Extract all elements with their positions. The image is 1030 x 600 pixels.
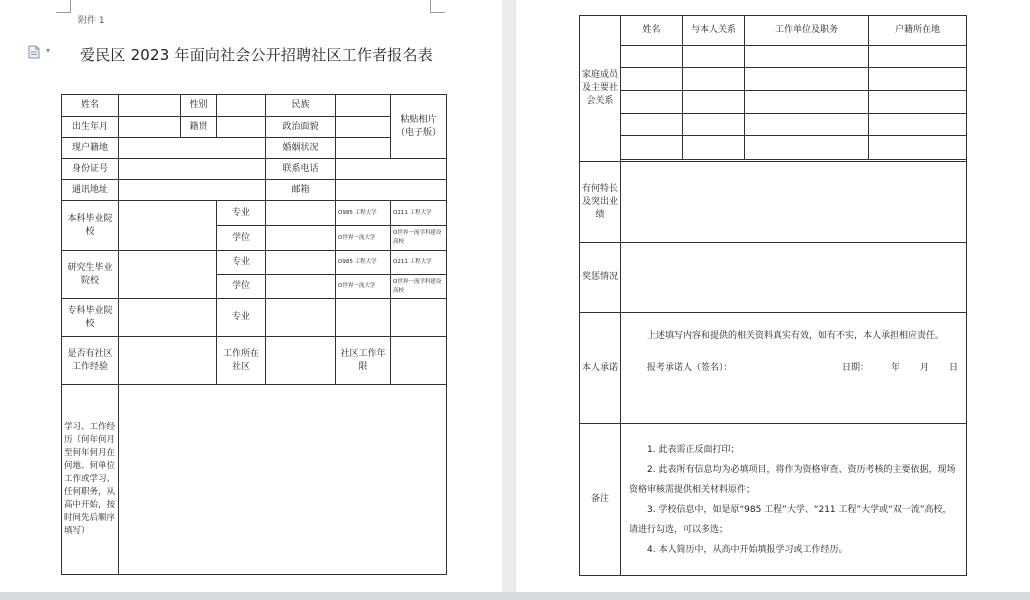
checkbox-211[interactable]: O211 工程大学 [391,251,447,275]
label-major: 专业 [217,251,266,275]
family-cell[interactable] [621,68,683,91]
label-community-located: 工作所在社区 [217,337,266,385]
label-notes: 备注 [580,424,621,576]
label-birth: 出生年月 [62,117,119,138]
family-cell[interactable] [869,136,967,160]
family-cell[interactable] [683,91,745,114]
label-political: 政治面貌 [266,117,336,138]
label-community-exp: 是否有社区工作经验 [62,337,119,385]
note-item: 1. 此表需正反面打印； [647,444,740,455]
family-cell[interactable] [683,114,745,136]
note-item: 3. 学校信息中，如是原“985 工程”大学、“211 工程”大学或“双一流”高校，请进行勾选，可以多选； [629,504,952,535]
label-grad-school: 研究生毕业院校 [62,251,119,299]
label-study-work-history: 学习、工作经历（何年何月至何年何月在何地、何单位工作或学习、任何职务，从高中开始，按时间先后顺序填写） [62,385,119,575]
checkbox-world-class[interactable]: O世界一流大学 [336,275,391,299]
label-id-number: 身份证号 [62,159,119,180]
field-name[interactable] [119,95,181,117]
promise-section [621,313,967,424]
field-grad-school[interactable] [119,251,217,299]
document-page-2 [516,0,1030,592]
label-family: 家庭成员及主要社会关系 [580,16,621,162]
label-college-school: 专科毕业院校 [62,299,119,337]
field-community-located[interactable] [266,337,336,385]
field-community-years[interactable] [391,337,447,385]
date-day-field[interactable] [929,359,949,377]
family-header-relation: 与本人关系 [683,16,745,46]
application-form-table [61,94,447,575]
notes-section [621,424,967,576]
checkbox-211[interactable]: O211 工程大学 [391,201,447,226]
family-cell[interactable] [869,91,967,114]
field-id-number[interactable] [119,159,266,180]
label-marital: 婚姻状况 [266,138,336,159]
field-native-place[interactable] [217,117,266,138]
field-college-extra[interactable] [336,299,391,337]
label-degree: 学位 [217,226,266,251]
family-cell[interactable] [621,114,683,136]
checkbox-world-class-discipline[interactable]: O世界一流学科建设高校 [391,275,447,299]
date-label: 日期： [841,363,869,373]
field-grad-major[interactable] [266,251,336,275]
label-email: 邮箱 [266,180,336,201]
family-cell[interactable] [869,46,967,68]
field-household[interactable] [119,138,266,159]
family-cell[interactable] [621,91,683,114]
family-cell[interactable] [869,114,967,136]
label-household: 现户籍地 [62,138,119,159]
field-undergrad-school[interactable] [119,201,217,251]
family-cell[interactable] [869,68,967,91]
page-margin-marker [430,0,445,13]
label-strengths: 有何特长及突出业绩 [580,162,621,243]
note-item: 2. 此表所有信息均为必填项目，将作为资格审查、资历考核的主要依据，现场资格审核需提供相关材料原件； [629,464,956,495]
family-cell[interactable] [683,68,745,91]
date-month-field[interactable] [900,359,920,377]
document-icon[interactable] [28,45,40,59]
photo-cell[interactable]: 粘贴相片（电子版） [391,95,447,159]
date-year-label: 年 [890,363,900,373]
label-gender: 性别 [181,95,217,117]
family-cell[interactable] [621,136,683,160]
label-major: 专业 [217,201,266,226]
family-cell[interactable] [745,91,869,114]
note-item: 4. 本人简历中，从高中开始填报学习或工作经历。 [647,544,848,555]
field-email[interactable] [336,180,447,201]
field-gender[interactable] [217,95,266,117]
attachment-label: 附件 1 [78,16,105,26]
field-birth[interactable] [119,117,181,138]
family-cell[interactable] [745,114,869,136]
date-year-field[interactable] [869,359,891,377]
label-undergrad-school: 本科毕业院校 [62,201,119,251]
field-community-exp[interactable] [119,337,217,385]
family-cell[interactable] [683,46,745,68]
label-address: 通讯地址 [62,180,119,201]
date-month-label: 月 [919,363,929,373]
family-cell[interactable] [745,46,869,68]
family-header-workplace: 工作单位及职务 [745,16,869,46]
family-header-household: 户籍所在地 [869,16,967,46]
field-political[interactable] [336,117,391,138]
label-awards: 奖惩情况 [580,243,621,313]
signature-field[interactable] [733,359,842,377]
checkbox-world-class[interactable]: O世界一流大学 [336,226,391,251]
field-college-school[interactable] [119,299,217,337]
field-address[interactable] [119,180,266,201]
field-undergrad-degree[interactable] [266,226,336,251]
checkbox-world-class-discipline[interactable]: O世界一流学科建设高校 [391,226,447,251]
field-study-work-history[interactable] [119,385,447,575]
label-degree: 学位 [217,275,266,299]
application-form-table-page2 [579,15,967,576]
field-awards[interactable] [621,243,967,313]
field-phone[interactable] [336,159,447,180]
family-cell[interactable] [621,46,683,68]
family-header-name: 姓名 [621,16,683,46]
label-community-years: 社区工作年限 [336,337,391,385]
checkbox-985[interactable]: O985 工程大学 [336,201,391,226]
field-ethnicity[interactable] [336,95,391,117]
checkbox-985[interactable]: O985 工程大学 [336,251,391,275]
field-undergrad-major[interactable] [266,201,336,226]
promise-text: 上述填写内容和提供的相关资料真实有效，如有不实，本人承担相应责任。 [647,331,945,341]
field-grad-degree[interactable] [266,275,336,299]
label-phone: 联系电话 [266,159,336,180]
family-cell[interactable] [745,68,869,91]
signer-label: 报考承诺人（签名）： [647,363,733,373]
field-college-extra-2[interactable] [391,299,447,337]
status-bar [0,592,1030,600]
field-college-major[interactable] [266,299,336,337]
form-title: 爱民区 2023 年面向社会公开招聘社区工作者报名表 [80,46,433,64]
document-page-1 [0,0,502,592]
field-strengths[interactable] [621,162,967,243]
label-native-place: 籍贯 [181,117,217,138]
page-margin-marker [56,0,71,13]
label-name: 姓名 [62,95,119,117]
chevron-down-icon[interactable]: ▾ [46,46,51,55]
date-day-label: 日 [948,363,958,373]
family-cell[interactable] [683,136,745,160]
label-major: 专业 [217,299,266,337]
label-ethnicity: 民族 [266,95,336,117]
family-cell[interactable] [745,136,869,160]
field-marital[interactable] [336,138,391,159]
label-promise: 本人承诺 [580,313,621,424]
